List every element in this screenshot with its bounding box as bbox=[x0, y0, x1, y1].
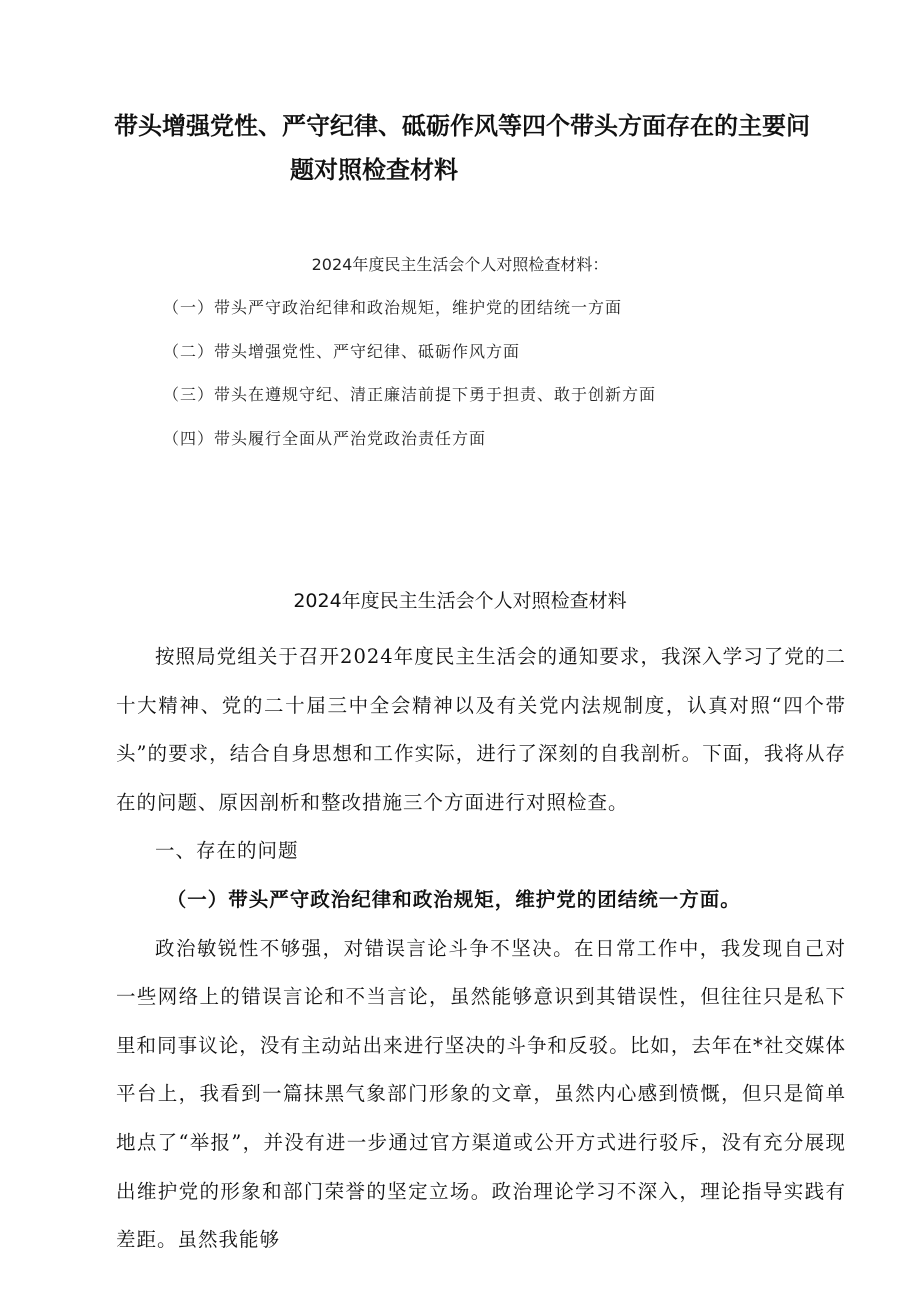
toc-item: （一）带头严守政治纪律和政治规矩，维护党的团结统一方面 bbox=[163, 298, 623, 317]
toc-heading: 2024年度民主生活会个人对照检查材料： bbox=[311, 255, 609, 274]
toc-item: （三）带头在遵规守纪、清正廉洁前提下勇于担责、敢于创新方面 bbox=[163, 385, 657, 404]
body-content bbox=[116, 633, 846, 1265]
intro-paragraph: 按照局党组关于召开2024年度民主生活会的通知要求，我深入学习了党的二十大精神、党的二十届三中全会精神以及有关党内法规制度，认真对照“四个带头”的要求，结合自身思想和工作实际，进行了深刻的自我剖析。下面，我将从存在的问题、原因剖析和整改措施三个方面进行对照检查。 bbox=[116, 645, 846, 814]
toc-item: （二）带头增强党性、严守纪律、砥砺作风方面 bbox=[163, 341, 521, 361]
section-heading: 一、存在的问题 bbox=[155, 839, 299, 863]
document-title bbox=[114, 104, 854, 192]
body-paragraph: 政治敏锐性不够强，对错误言论斗争不坚决。在日常工作中，我发现自己对一些网络上的错误言论和不当言论，虽然能够意识到其错误性，但往往只是私下里和同事议论，没有主动站出来进行坚决的斗争和反驳。比如，去年在*社交媒体平台上，我看到一篇抹黑气象部门形象的文章，虽然内心感到愤慨，但只是简单地点了“举报”，并没有进一步通过官方渠道或公开方式进行驳斥，没有充分展现出维护党的形象和部门荣誉的坚定立场。政治理论学习不深入，理论指导实践有差距。虽然我能够 bbox=[116, 936, 846, 1252]
document-title-line-1: 带头增强党性、严守纪律、砥砺作风等四个带头方面存在的主要问 bbox=[114, 112, 810, 140]
toc-item: （四）带头履行全面从严治党政治责任方面 bbox=[163, 428, 487, 448]
body-title: 2024年度民主生活会个人对照检查材料 bbox=[293, 590, 627, 612]
subsection-heading: （一）带头严守政治纪律和政治规矩，维护党的团结统一方面。 bbox=[166, 887, 741, 911]
document-title-line-2: 题对照检查材料 bbox=[290, 156, 458, 184]
toc-list bbox=[163, 296, 656, 470]
